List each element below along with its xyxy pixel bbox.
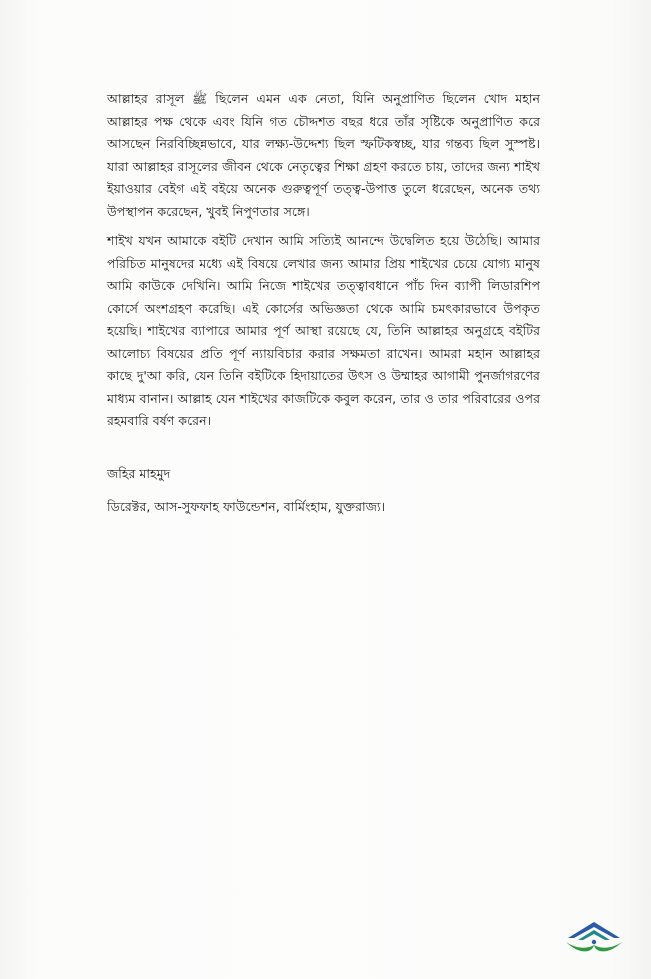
signature-block xyxy=(107,463,385,518)
paragraph-1: আল্লাহর রাসূল ﷺ ছিলেন এমন এক নেতা, যিনি অনুপ্রাণিত ছিলেন খোদ মহান আল্লাহর পক্ষ থেকে এবং যিনি গত চৌদ্দশত বছর ধরে তাঁর সৃষ্টিকে অনুপ্রাণিত করে আসছেন নিরবিচ্ছিন্নভাবে, যার লক্ষ্য-উদ্দেশ্য ছিল স্ফটিকস্বচ্ছ, যার গন্তব্য ছিল সুস্পষ্ট। যারা আল্লাহর রাসূলের জীবন থেকে নেতৃত্বের শিক্ষা গ্রহণ করতে চায়, তাদের জন্য শাইখ ইয়াওয়ার বেইগ এই বইয়ে অনেক গুরুত্বপূর্ণ তত্ত্ব-উপাত্ত তুলে ধরেছেন, অনেক তথ্য উপস্থাপন করেছেন, খুবই নিপুণতার সঙ্গে। xyxy=(107,91,540,219)
signature-name: জহির মাহমুদ xyxy=(107,466,171,481)
signature-title: ডিরেক্টর, আস-সুফফাহ ফাউন্ডেশন, বার্মিংহাম, যুক্তরাজ্য। xyxy=(107,498,386,514)
publisher-logo-icon xyxy=(562,918,626,956)
paragraph-2: শাইখ যখন আমাকে বইটি দেখান আমি সত্যিই আনন্দে উদ্বেলিত হয়ে উঠেছি। আমার পরিচিত মানুষদের মধ্যে এই বিষয়ে লেখার জন্য আমার প্রিয় শাইখের চেয়ে যোগ্য মানুষ আমি কাউকে দেখিনি। আমি নিজে শাইখের তত্ত্বাবধানে পাঁচ দিন ব্যাপী লিডারশিপ কোর্সে অংশগ্রহণ করেছি। এই কোর্সের অভিজ্ঞতা থেকে আমি চমৎকারভাবে উপকৃত হয়েছি। শাইখের ব্যাপারে আমার পূর্ণ আস্থা রয়েছে যে, তিনি আল্লাহর অনুগ্রহে বইটির আলোচ্য বিষয়ের প্রতি পূর্ণ ন্যায়বিচার করার সক্ষমতা রাখেন। আমরা মহান আল্লাহর কাছে দু'আ করি, যেন তিনি বইটিকে হিদায়াতের উৎস ও উম্মাহর আগামী পুনর্জাগরণের মাধ্যম বানান। আল্লাহ যেন শাইখের কাজটিকে কবুল করেন, তার ও তার পরিবারের ওপর রহমবারি বর্ষণ করেন। xyxy=(107,233,540,428)
